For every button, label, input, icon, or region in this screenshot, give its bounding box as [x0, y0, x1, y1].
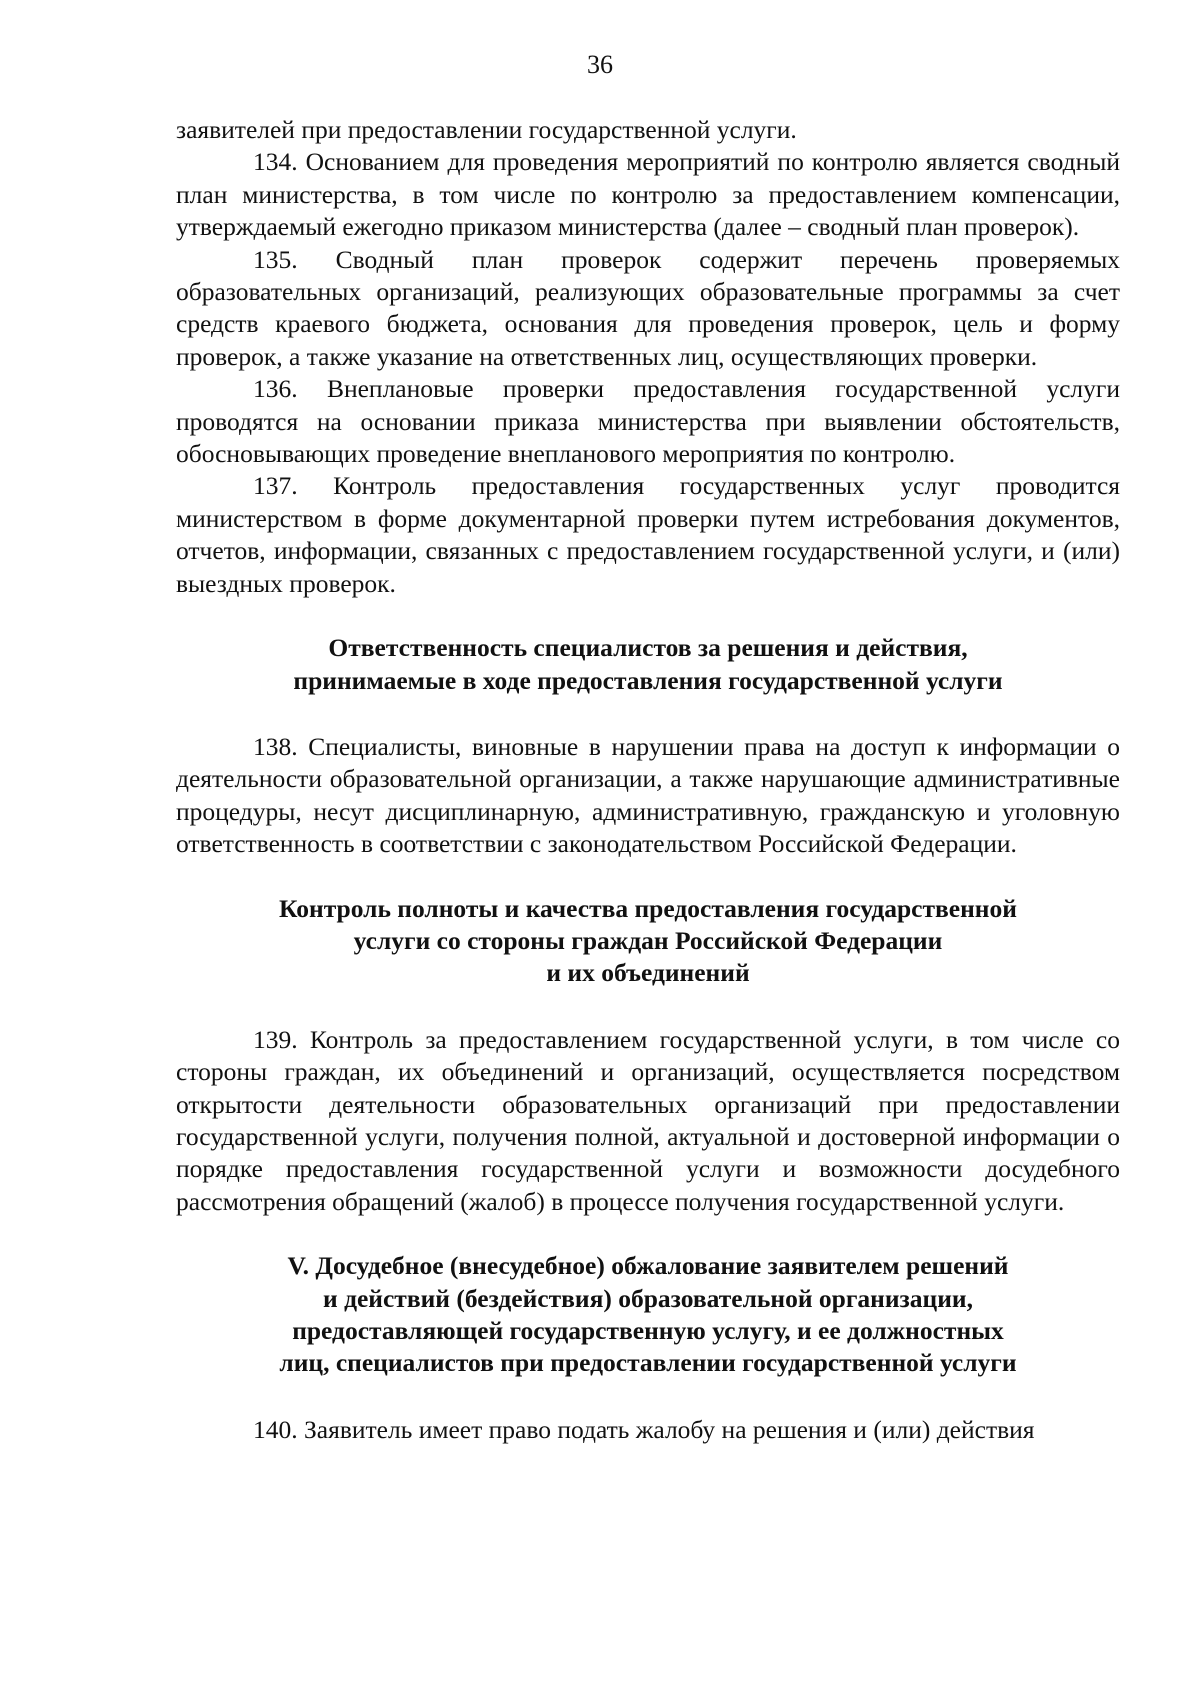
paragraph: 135. Сводный план проверок содержит перечень проверяемых образовательных организаций, реализующих образовательные программы за счет средств краевого бюджета, основания для проведения проверок, цель и форму проверок, а также указание на ответственных лиц, осуществляющих проверки.	[176, 244, 1120, 371]
section-heading-line: предоставляющей государственную услугу, и ее должностных	[292, 1316, 1004, 1345]
page-number: 36	[587, 50, 613, 79]
spacer	[176, 600, 1120, 632]
paragraph: 134. Основанием для проведения мероприятий по контролю является сводный план министерства, в том числе по контролю за предоставлением компенсации, утверждаемый ежегодно приказом министерства (далее – сводный план проверок).	[176, 147, 1120, 242]
section-heading-line: Ответственность специалистов за решения и действия,	[328, 633, 968, 663]
spacer	[176, 1218, 1120, 1250]
section-heading	[176, 632, 1120, 697]
spacer	[176, 697, 1120, 731]
section-heading-line: услуги со стороны граждан Российской Федерации	[353, 925, 943, 955]
spacer	[176, 990, 1120, 1024]
paragraph: 138. Специалисты, виновные в нарушении права на доступ к информации о деятельности образовательной организации, а также нарушающие административные процедуры, несут дисциплинарную, административную, гражданскую и уголовную ответственность в соответствии с законодательством Российской Федерации.	[176, 731, 1120, 859]
section-heading-line: и действий (бездействия) образовательной организации,	[323, 1283, 973, 1313]
section-heading-line: Контроль полноты и качества предоставления государственной	[279, 893, 1017, 923]
section-heading	[176, 1250, 1120, 1380]
section-heading-line: принимаемые в ходе предоставления государственной услуги	[293, 665, 1003, 695]
paragraph: заявителей при предоставлении государственной услуги.	[176, 115, 797, 144]
section-heading	[176, 893, 1120, 990]
paragraph: 136. Внеплановые проверки предоставления государственной услуги проводятся на основании приказа министерства при выявлении обстоятельств, обосновывающих проведение внепланового мероприятия по контролю.	[176, 374, 1120, 469]
section-heading-line: и их объединений	[546, 958, 750, 988]
document-body	[176, 114, 1120, 1446]
section-heading-line: V. Досудебное (внесудебное) обжалование заявителем решений	[287, 1251, 1009, 1281]
section-heading-line: лиц, специалистов при предоставлении государственной услуги	[279, 1348, 1017, 1378]
paragraph: 140. Заявитель имеет право подать жалобу на решения и (или) действия	[253, 1414, 1035, 1444]
spacer	[176, 861, 1120, 893]
spacer	[176, 1380, 1120, 1414]
paragraph: 137. Контроль предоставления государственных услуг проводится министерством в форме документарной проверки путем истребования документов, отчетов, информации, связанных с предоставлением государственной услуги, и (или) выездных проверок.	[176, 471, 1120, 598]
paragraph: 139. Контроль за предоставлением государственной услуги, в том числе со стороны граждан, их объединений и организаций, осуществляется посредством открытости деятельности образовательных организаций при предоставлении государственной услуги, получения полной, актуальной и достоверной информации о порядке предоставления государственной услуги и возможности досудебного рассмотрения обращений (жалоб) в процессе получения государственной услуги.	[176, 1024, 1120, 1216]
